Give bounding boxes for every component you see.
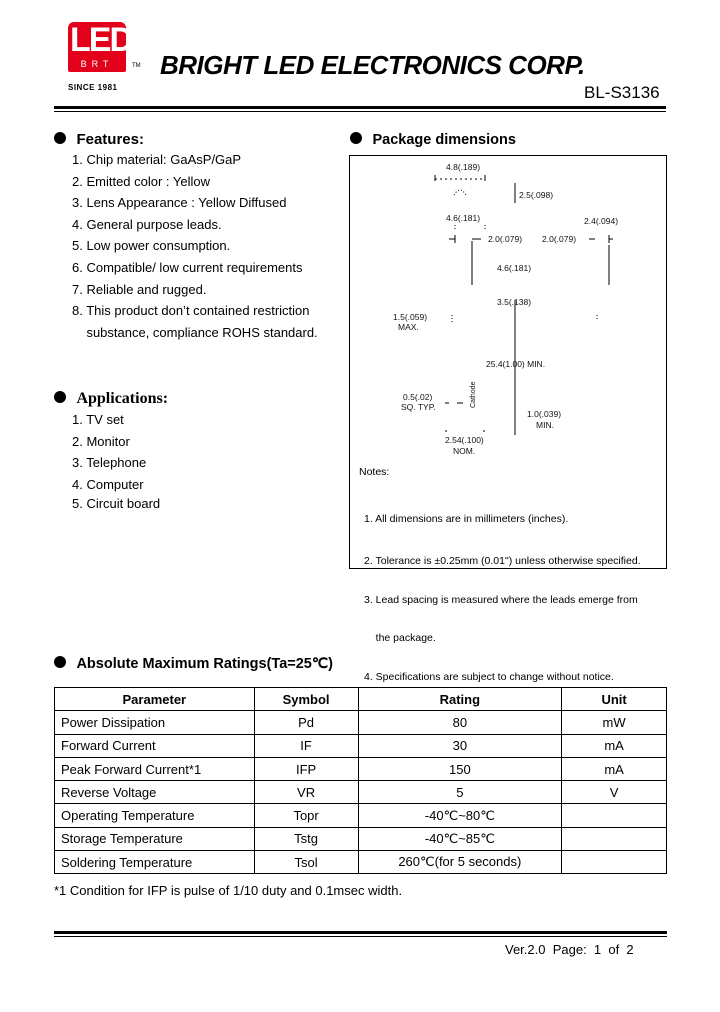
cell: Tsol	[254, 851, 358, 874]
cell	[562, 804, 667, 827]
logo-tm: TM	[132, 63, 141, 69]
table-row	[55, 734, 667, 757]
column-header: Parameter	[55, 688, 255, 711]
dim-label: 25.4(1.00) MIN.	[486, 359, 546, 369]
cell: Reverse Voltage	[55, 781, 255, 804]
cell	[562, 827, 667, 850]
table-row	[55, 804, 667, 827]
note-item: 1. All dimensions are in millimeters (inches).	[364, 513, 569, 525]
list-item: 5. Circuit board	[72, 496, 161, 511]
header-rule-thin	[54, 111, 666, 112]
list-item: 2. Emitted color : Yellow	[72, 173, 211, 189]
list-item: 1. Chip material: GaAsP/GaP	[72, 152, 242, 167]
dim-label: MIN.	[536, 420, 554, 430]
cell: 30	[358, 734, 562, 757]
cell: 260℃(for 5 seconds)	[358, 851, 562, 874]
ratings-section	[54, 655, 333, 673]
cell: V	[562, 781, 667, 804]
logo-sub: BRT	[80, 59, 114, 69]
dim-label: MAX.	[398, 322, 419, 332]
dim-label: 1.5(.059)	[393, 312, 428, 322]
dim-label: 2.54(.100)	[445, 435, 484, 445]
dim-label: 3.5(.138)	[497, 297, 532, 307]
dim-label: 2.0(.079)	[488, 234, 523, 244]
dim-label: 1.0(.039)	[527, 409, 562, 419]
dim-label: 2.0(.079)	[542, 234, 577, 244]
header-rule	[54, 106, 666, 109]
list-item: 7. Reliable and rugged.	[72, 281, 207, 297]
ratings-footnote: *1 Condition for IFP is pulse of 1/10 duty and 0.1msec width.	[54, 883, 403, 898]
list-item: 6. Compatible/ low current requirements	[72, 259, 303, 275]
bullet-icon	[54, 656, 66, 668]
cell: mW	[562, 711, 667, 734]
table-row	[55, 757, 667, 780]
table-row	[55, 827, 667, 850]
bullet-icon	[54, 391, 66, 403]
list-item: 3. Telephone	[72, 455, 147, 470]
features-section	[54, 131, 144, 149]
notes-title: Notes:	[359, 466, 390, 478]
cell: mA	[562, 734, 667, 757]
logo-letters: LED	[70, 21, 132, 59]
table-row	[55, 851, 667, 874]
cell: Peak Forward Current*1	[55, 757, 255, 780]
bullet-icon	[350, 132, 362, 144]
ratings-table	[54, 687, 667, 874]
applications-section	[54, 390, 168, 408]
cell: Forward Current	[55, 734, 255, 757]
page-info: Ver.2.0 Page: 1 of 2	[505, 942, 634, 957]
cell: 5	[358, 781, 562, 804]
list-item: 1. TV set	[72, 412, 124, 427]
list-item: 3. Lens Appearance : Yellow Diffused	[72, 195, 287, 211]
cell: mA	[562, 757, 667, 780]
cell: IF	[254, 734, 358, 757]
package-heading: Package dimensions	[372, 132, 516, 148]
cell: 80	[358, 711, 562, 734]
note-item: 2. Tolerance is ±0.25mm (0.01") unless otherwise specified.	[364, 555, 641, 567]
cell: Storage Temperature	[55, 827, 255, 850]
list-item: substance, compliance ROHS standard.	[72, 324, 318, 340]
note-item: 4. Specifications are subject to change without notice.	[364, 671, 614, 683]
dim-label: 2.4(.094)	[584, 216, 619, 226]
features-heading: Features:	[76, 131, 144, 148]
ratings-heading: Absolute Maximum Ratings(Ta=25℃)	[76, 656, 333, 672]
package-section	[350, 131, 516, 149]
applications-list	[72, 409, 160, 514]
dim-label: 0.5(.02)	[403, 392, 433, 402]
table-row	[55, 711, 667, 734]
notes-list	[364, 487, 641, 697]
cell: Pd	[254, 711, 358, 734]
column-header: Rating	[358, 688, 562, 711]
dim-label: 4.6(.181)	[446, 213, 481, 223]
footer-rule	[54, 931, 667, 934]
list-item: 4. General purpose leads.	[72, 216, 222, 232]
company-logo	[68, 21, 141, 84]
note-item: 3. Lead spacing is measured where the leads emerge from	[364, 594, 638, 606]
list-item: 5. Low power consumption.	[72, 238, 231, 254]
table-row	[55, 781, 667, 804]
since-text: SINCE 1981	[68, 83, 118, 92]
cell: Tstg	[254, 827, 358, 850]
bullet-icon	[54, 132, 66, 144]
dim-label: NOM.	[453, 446, 476, 456]
dim-label: Cathode	[470, 381, 477, 408]
cell: Operating Temperature	[55, 804, 255, 827]
note-item: the package.	[364, 632, 436, 644]
dim-label: 2.5(.098)	[519, 190, 554, 200]
cell: VR	[254, 781, 358, 804]
company-name: BRIGHT LED ELECTRONICS CORP.	[160, 50, 585, 80]
list-item: 2. Monitor	[72, 433, 130, 449]
part-number: BL-S3136	[584, 83, 660, 102]
list-item: 8. This product don’t contained restriction	[72, 303, 310, 319]
cell: Power Dissipation	[55, 711, 255, 734]
dim-label: SQ. TYP.	[401, 402, 436, 412]
features-list	[72, 149, 318, 343]
table-header-row	[55, 688, 667, 711]
column-header: Symbol	[254, 688, 358, 711]
cell: IFP	[254, 757, 358, 780]
dim-label: 4.8(.189)	[446, 162, 481, 172]
cell: 150	[358, 757, 562, 780]
footer-rule-thin	[54, 936, 667, 937]
column-header: Unit	[562, 688, 667, 711]
applications-heading: Applications:	[76, 390, 169, 407]
cell	[562, 851, 667, 874]
dim-label: 4.6(.181)	[497, 263, 532, 273]
cell: Soldering Temperature	[55, 851, 255, 874]
list-item: 4. Computer	[72, 476, 144, 492]
cell: -40℃~80℃	[358, 804, 562, 827]
cell: -40℃~85℃	[358, 827, 562, 850]
cell: Topr	[254, 804, 358, 827]
